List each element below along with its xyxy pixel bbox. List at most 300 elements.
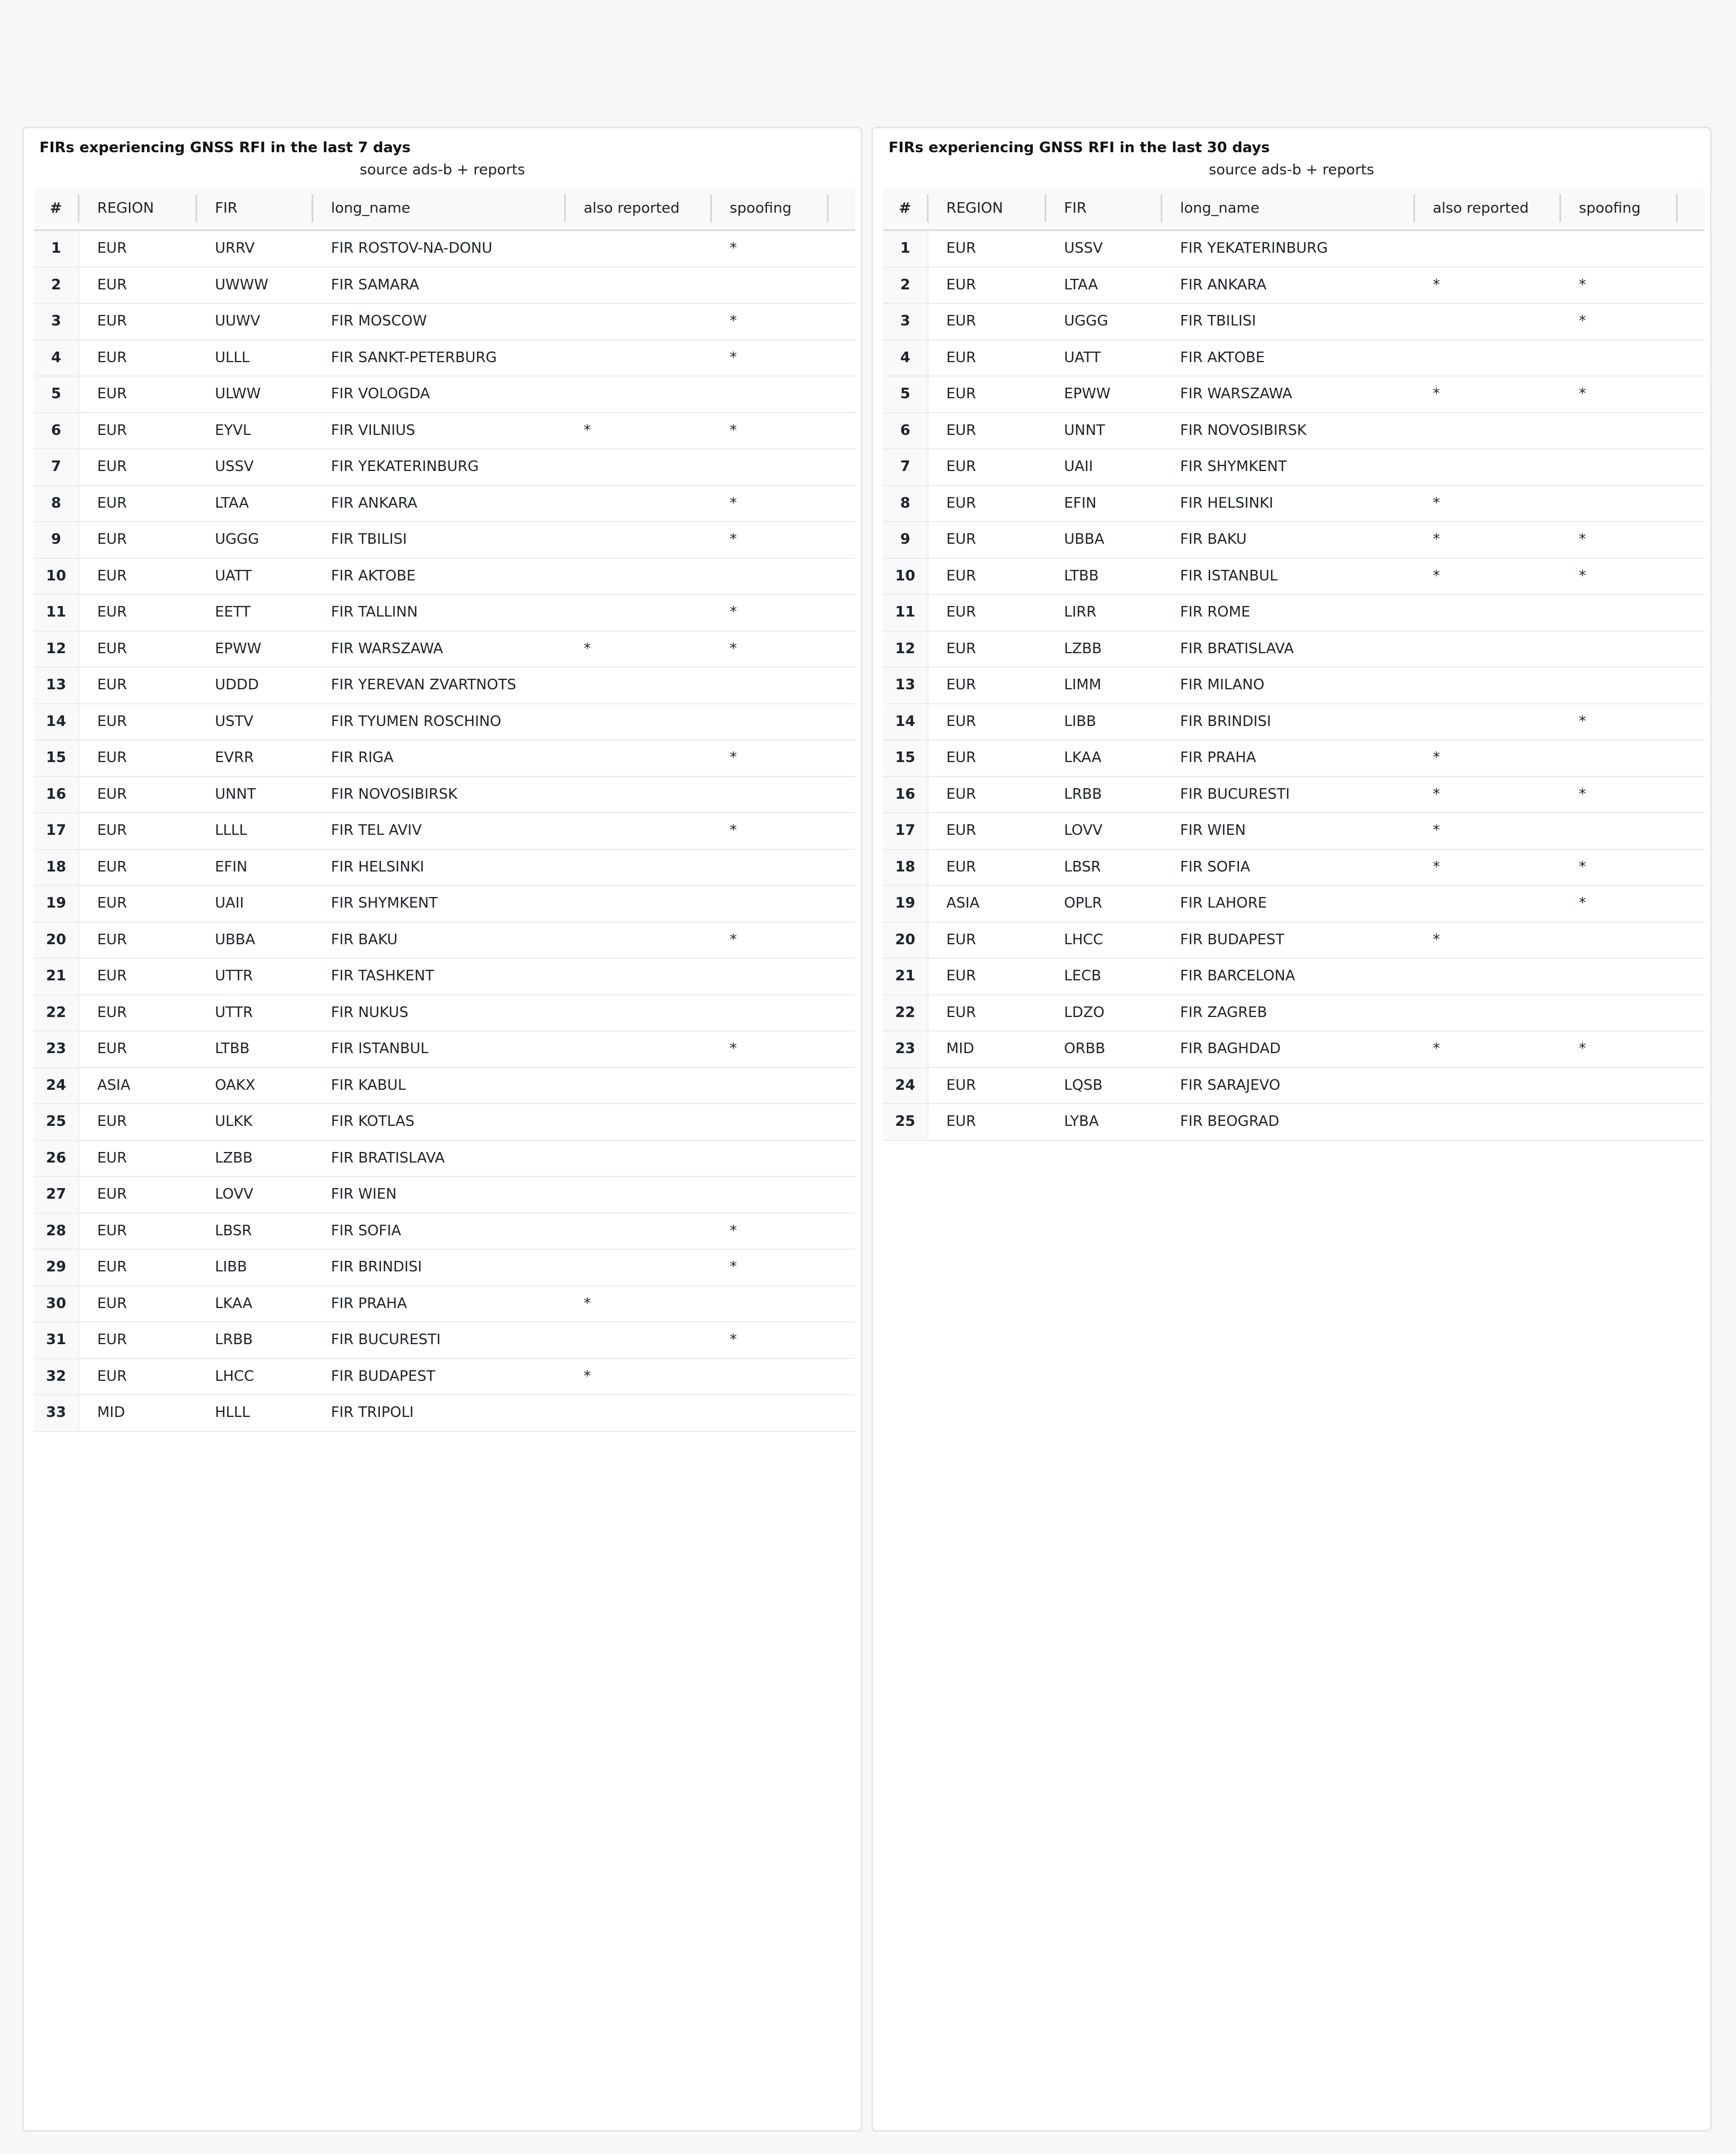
long-name-cell: FIR SHYMKENT [1180,458,1287,475]
spoofing-cell [712,1177,829,1212]
table-row[interactable] [34,1286,855,1323]
spoofing-cell [1561,668,1678,703]
also-reported-cell [566,777,712,812]
also-reported-cell: * [1433,385,1440,402]
long-name-cell: FIR SHYMKENT [331,895,438,911]
column-header-fir[interactable]: FIR [197,194,313,222]
fir-code-cell: LYBA [1064,1113,1099,1130]
long-name-cell: FIR ANKARA [1180,276,1267,293]
table-row[interactable] [34,522,855,559]
table-row[interactable] [34,740,855,777]
table-row[interactable] [34,595,855,632]
table-row[interactable] [883,995,1704,1032]
also-reported-cell [566,231,712,266]
table-row[interactable] [883,632,1704,668]
table-row[interactable] [34,559,855,595]
also-reported-cell [566,1323,712,1357]
also-reported-cell [566,1031,712,1066]
region-cell: EUR [97,1040,127,1057]
fir-code-cell: ULKK [215,1113,253,1130]
row-index: 3 [883,304,929,339]
region-cell: EUR [97,1222,127,1239]
also-reported-cell: * [1433,931,1440,948]
fir-code-cell: EETT [215,604,251,620]
row-index: 21 [883,959,929,994]
table-row[interactable] [883,813,1704,850]
region-cell: EUR [946,713,976,730]
fir-code-cell: LBSR [215,1222,252,1239]
spoofing-cell [712,777,829,812]
table-row[interactable] [34,1395,855,1432]
region-cell: EUR [97,458,127,475]
spoofing-cell: * [730,531,737,548]
table-row[interactable] [883,1104,1704,1141]
row-index: 7 [883,449,929,484]
spoofing-cell [712,449,829,484]
table-header [34,188,855,231]
fir-code-cell: LHCC [215,1367,254,1385]
long-name-cell: FIR ZAGREB [1180,1004,1267,1021]
fir-code-cell: UGGG [1064,313,1108,329]
fir-code-cell: LIMM [1064,677,1102,693]
region-cell: EUR [946,313,976,329]
region-cell: EUR [97,749,127,766]
region-cell: EUR [946,276,976,293]
table-row[interactable] [34,340,855,377]
row-index: 17 [34,813,79,848]
table-row[interactable] [34,304,855,340]
row-index: 10 [883,559,929,594]
column-header-fir[interactable]: FIR [1046,194,1162,222]
also-reported-cell [566,304,712,339]
table-row[interactable] [34,668,855,704]
region-cell: EUR [97,1186,127,1203]
region-cell: EUR [946,494,976,512]
spoofing-cell: * [730,931,737,948]
also-reported-cell [566,995,712,1030]
fir-code-cell: UTTR [215,968,253,984]
table-row[interactable] [34,449,855,486]
fir-code-cell: LOVV [215,1186,254,1203]
row-index: 16 [883,777,929,812]
table-row[interactable] [34,632,855,668]
long-name-cell: FIR YEKATERINBURG [1180,240,1328,257]
region-cell: EUR [97,895,127,911]
region-cell: EUR [97,422,127,439]
also-reported-cell: * [1433,822,1440,839]
also-reported-cell [566,886,712,921]
table-row[interactable] [883,668,1704,704]
table-row[interactable] [883,449,1704,486]
long-name-cell: FIR BEOGRAD [1180,1113,1280,1130]
row-index: 33 [34,1395,79,1430]
region-cell: EUR [946,240,976,257]
table-row[interactable] [34,1359,855,1396]
fir-code-cell: ULLL [215,349,250,366]
region-cell: EUR [97,1113,127,1130]
long-name-cell: FIR TBILISI [331,531,407,548]
spoofing-cell: * [730,349,737,366]
table-row[interactable] [883,413,1704,450]
also-reported-cell [566,1250,712,1285]
table-row[interactable] [34,377,855,413]
long-name-cell: FIR PRAHA [331,1295,407,1312]
also-reported-cell [566,1141,712,1176]
table-row[interactable] [883,777,1704,814]
row-index: 15 [883,740,929,775]
spoofing-cell [1561,449,1678,484]
long-name-cell: FIR PRAHA [1180,749,1256,766]
region-cell: EUR [97,494,127,512]
column-header-spoofing[interactable]: spoofing [712,194,829,222]
row-index: 30 [34,1286,79,1321]
column-header-also-reported[interactable]: also reported [1415,194,1561,222]
region-cell: EUR [97,604,127,620]
table-row[interactable] [34,850,855,886]
long-name-cell: FIR YEKATERINBURG [331,458,479,475]
region-cell: ASIA [946,895,980,911]
spoofing-cell: * [1579,313,1586,329]
also-reported-cell [1415,959,1561,994]
region-cell: EUR [97,385,127,402]
spoofing-cell: * [730,313,737,329]
long-name-cell: FIR BRINDISI [1180,713,1271,730]
long-name-cell: FIR SARAJEVO [1180,1076,1281,1094]
long-name-cell: FIR BAKU [1180,531,1247,548]
table-row[interactable] [883,522,1704,559]
long-name-cell: FIR AKTOBE [331,567,416,584]
row-index: 10 [34,559,79,594]
spoofing-cell: * [1579,276,1586,293]
long-name-cell: FIR BUCURESTI [331,1331,441,1348]
long-name-cell: FIR SAMARA [331,276,419,293]
long-name-cell: FIR BRATISLAVA [331,1149,445,1166]
also-reported-cell [566,1214,712,1249]
panel-subtitle: source ads-b + reports [359,162,525,178]
row-index: 1 [883,231,929,266]
row-index: 22 [34,995,79,1030]
row-index: 25 [34,1104,79,1139]
long-name-cell: FIR BUDAPEST [331,1367,435,1385]
table-row[interactable] [883,486,1704,523]
spoofing-cell [1561,813,1678,848]
table-row[interactable] [34,1104,855,1141]
also-reported-cell [566,559,712,594]
column-header-index[interactable]: # [883,194,929,222]
region-cell: EUR [97,1149,127,1166]
long-name-cell: FIR BUCURESTI [1180,785,1290,803]
fir-code-cell: UUWV [215,313,260,329]
long-name-cell: FIR ISTANBUL [331,1040,429,1057]
table-row[interactable] [34,486,855,523]
long-name-cell: FIR RIGA [331,749,394,766]
table-row[interactable] [883,304,1704,340]
row-index: 25 [883,1104,929,1139]
region-cell: EUR [946,385,976,402]
table-row[interactable] [34,923,855,959]
also-reported-cell: * [1433,749,1440,766]
fir-code-cell: USTV [215,713,254,730]
also-reported-cell [566,595,712,630]
long-name-cell: FIR TRIPOLI [331,1404,414,1421]
fir-code-cell: LTBB [1064,567,1099,584]
region-cell: EUR [97,240,127,257]
also-reported-cell [1415,231,1561,266]
fir-code-cell: ORBB [1064,1040,1106,1057]
spoofing-cell [712,995,829,1030]
table-row[interactable] [883,740,1704,777]
fir-code-cell: OPLR [1064,895,1102,911]
long-name-cell: FIR YEREVAN ZVARTNOTS [331,677,516,693]
spoofing-cell: * [1579,895,1586,911]
column-header-also-reported[interactable]: also reported [566,194,712,222]
spoofing-cell: * [730,640,737,657]
table-row[interactable] [883,231,1704,268]
region-cell: EUR [97,567,127,584]
spoofing-cell [712,377,829,412]
fir-code-cell: LKAA [215,1295,253,1312]
spoofing-cell [712,1359,829,1394]
region-cell: EUR [946,1004,976,1021]
long-name-cell: FIR AKTOBE [1180,349,1265,366]
spoofing-cell [1561,340,1678,375]
row-index: 26 [34,1141,79,1176]
table-row[interactable] [34,1068,855,1105]
fir-code-cell: UNNT [215,785,256,803]
long-name-cell: FIR NUKUS [331,1004,409,1021]
also-reported-cell [566,668,712,703]
table-row[interactable] [34,886,855,923]
column-header-long-name[interactable]: long_name [313,194,566,222]
row-index: 7 [34,449,79,484]
fir-code-cell: LRBB [1064,785,1102,803]
long-name-cell: FIR HELSINKI [1180,494,1273,512]
also-reported-cell [1415,704,1561,739]
fir-code-cell: UAII [215,895,244,911]
spoofing-cell: * [730,749,737,766]
row-index: 27 [34,1177,79,1212]
region-cell: EUR [946,604,976,620]
fir-code-cell: HLLL [215,1404,250,1421]
region-cell: EUR [946,567,976,584]
row-index: 4 [34,340,79,375]
table-row[interactable] [883,559,1704,595]
table-row[interactable] [34,231,855,268]
column-header-spoofing[interactable]: spoofing [1561,194,1678,222]
spoofing-cell [712,559,829,594]
row-index: 1 [34,231,79,266]
spoofing-cell: * [730,1259,737,1275]
long-name-cell: FIR BRINDISI [331,1259,422,1275]
table-row[interactable] [883,886,1704,923]
fir-code-cell: LECB [1064,968,1101,984]
column-header-long-name[interactable]: long_name [1162,194,1415,222]
long-name-cell: FIR KABUL [331,1076,406,1094]
also-reported-cell: * [1433,276,1440,293]
fir-code-cell: ULWW [215,385,261,402]
region-cell: EUR [946,640,976,657]
table-row[interactable] [883,340,1704,377]
also-reported-cell [566,1068,712,1103]
table-row[interactable] [883,959,1704,995]
row-index: 11 [883,595,929,630]
table-body [34,231,855,1432]
long-name-cell: FIR TEL AVIV [331,822,422,839]
region-cell: EUR [946,531,976,548]
spoofing-cell [1561,486,1678,521]
fir-code-cell: UDDD [215,677,259,693]
column-header-index[interactable]: # [34,194,79,222]
region-cell: EUR [97,1295,127,1312]
spoofing-cell: * [1579,531,1586,548]
row-index: 16 [34,777,79,812]
fir-code-cell: LIRR [1064,604,1097,620]
spoofing-cell [712,850,829,885]
spoofing-cell [712,1141,829,1176]
row-index: 6 [883,413,929,448]
row-index: 8 [34,486,79,521]
table-row[interactable] [34,959,855,995]
table-row[interactable] [34,1250,855,1286]
region-cell: EUR [946,422,976,439]
also-reported-cell [566,340,712,375]
table-row[interactable] [34,813,855,850]
spoofing-cell: * [730,1040,737,1057]
long-name-cell: FIR NOVOSIBIRSK [331,785,458,803]
table-row[interactable] [34,704,855,741]
fir-code-cell: LRBB [215,1331,253,1348]
region-cell: EUR [946,785,976,803]
region-cell: EUR [946,1076,976,1094]
fir-code-cell: UAII [1064,458,1093,475]
table-row[interactable] [883,1068,1704,1105]
also-reported-cell [566,268,712,303]
region-cell: EUR [97,785,127,803]
also-reported-cell: * [584,1367,591,1385]
fir-code-cell: EYVL [215,422,251,439]
table-row[interactable] [883,377,1704,413]
row-index: 23 [34,1031,79,1066]
row-index: 24 [883,1068,929,1103]
also-reported-cell [566,813,712,848]
row-index: 6 [34,413,79,448]
region-cell: EUR [97,858,127,875]
also-reported-cell [566,959,712,994]
table-row[interactable] [34,1031,855,1068]
fir-code-cell: UNNT [1064,422,1105,439]
row-index: 19 [34,886,79,921]
table-row[interactable] [34,1141,855,1178]
panel-title: FIRs experiencing GNSS RFI in the last 30 days [889,139,1270,156]
long-name-cell: FIR ISTANBUL [1180,567,1278,584]
table-row[interactable] [34,413,855,450]
fir-code-cell: LLLL [215,822,247,839]
table-row[interactable] [34,1214,855,1250]
fir-code-cell: LIBB [1064,713,1096,730]
table-row[interactable] [883,595,1704,632]
spoofing-cell: * [730,604,737,620]
long-name-cell: FIR BRATISLAVA [1180,640,1294,657]
long-name-cell: FIR VILNIUS [331,422,415,439]
long-name-cell: FIR BAKU [331,931,398,948]
column-header-region[interactable]: REGION [79,194,197,222]
long-name-cell: FIR BAGHDAD [1180,1040,1281,1057]
spoofing-cell: * [1579,385,1586,402]
table-row[interactable] [34,268,855,304]
spoofing-cell [712,268,829,303]
also-reported-cell: * [584,640,591,657]
also-reported-cell: * [584,1295,591,1312]
long-name-cell: FIR HELSINKI [331,858,424,875]
row-index: 12 [883,632,929,667]
row-index: 21 [34,959,79,994]
spoofing-cell: * [730,240,737,257]
fir-code-cell: LQSB [1064,1076,1103,1094]
region-cell: EUR [97,677,127,693]
spoofing-cell: * [1579,785,1586,803]
fir-code-cell: UBBA [1064,531,1105,548]
spoofing-cell [712,1286,829,1321]
table-row[interactable] [34,995,855,1032]
table-row[interactable] [883,268,1704,304]
row-index: 18 [34,850,79,885]
table-row[interactable] [883,923,1704,959]
table-row[interactable] [34,777,855,814]
long-name-cell: FIR WARSZAWA [1180,385,1292,402]
panel-30-days [871,127,1712,2132]
row-index: 14 [883,704,929,739]
also-reported-cell [1415,340,1561,375]
spoofing-cell [712,668,829,703]
fir-code-cell: UBBA [215,931,255,948]
also-reported-cell: * [1433,785,1440,803]
region-cell: EUR [97,1367,127,1385]
spoofing-cell [1561,1104,1678,1139]
spoofing-cell [1561,632,1678,667]
also-reported-cell [566,923,712,958]
spoofing-cell [1561,959,1678,994]
spoofing-cell: * [1579,713,1586,730]
region-cell: EUR [97,968,127,984]
also-reported-cell: * [1433,1040,1440,1057]
also-reported-cell [566,850,712,885]
column-header-region[interactable]: REGION [929,194,1046,222]
row-index: 2 [34,268,79,303]
table-row[interactable] [34,1177,855,1214]
region-cell: EUR [97,640,127,657]
spoofing-cell [712,886,829,921]
fir-code-cell: OAKX [215,1076,255,1094]
region-cell: EUR [97,931,127,948]
spoofing-cell: * [1579,858,1586,875]
table-row[interactable] [883,704,1704,741]
also-reported-cell [566,449,712,484]
panel-title: FIRs experiencing GNSS RFI in the last 7 days [39,139,411,156]
table-row[interactable] [34,1323,855,1359]
also-reported-cell: * [1433,494,1440,512]
long-name-cell: FIR TALLINN [331,604,418,620]
panel-7-days [22,127,862,2132]
fir-code-cell: EVRR [215,749,254,766]
fir-code-cell: URRV [215,240,255,257]
table-row[interactable] [883,850,1704,886]
region-cell: EUR [97,713,127,730]
region-cell: EUR [946,458,976,475]
spoofing-cell: * [730,422,737,439]
table-row[interactable] [883,1031,1704,1068]
row-index: 20 [34,923,79,958]
long-name-cell: FIR MILANO [1180,677,1265,693]
